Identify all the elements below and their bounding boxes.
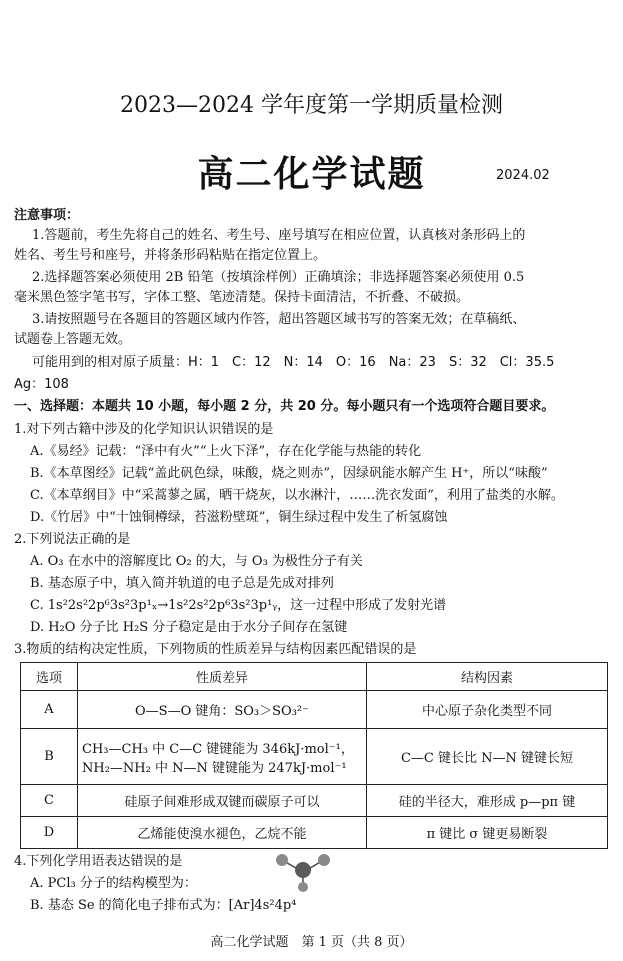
q2-option-c: C. 1s²2s²2p⁶3s²3p¹ₓ→1s²2s²2p⁶3s²3p¹ᵧ，这一过程中形成了发射光谱 [30,598,447,613]
note-line-1: 1.答题前，考生先将自己的姓名、考生号、座号填写在相应位置，认真核对条形码上的 [32,228,526,243]
atomic-mass-line-2: Ag：108 [14,377,69,392]
subject-title: 高二化学试题 [197,153,426,195]
table-row [21,817,608,849]
q3-row-d-property: 乙烯能使溴水褪色，乙烷不能 [78,817,367,849]
q3-table-header-row [21,663,608,691]
q3-header-option: 选项 [21,663,78,691]
q3-row-b-property-line-2: NH₂—NH₂ 中 N—N 键键能为 247kJ·mol⁻¹ [82,760,347,776]
q3-header-factor: 结构因素 [367,663,608,691]
note-line-6: 试题卷上答题无效。 [14,332,132,347]
q3-table [20,662,608,849]
exam-title: 2023—2024 学年度第一学期质量检测 [120,93,503,118]
q2-option-a: A. O₃ 在水中的溶解度比 O₂ 的大，与 O₃ 为极性分子有关 [30,554,363,569]
section-1-heading: 一、选择题：本题共 10 小题，每小题 2 分，共 20 分。每小题只有一个选项符合题目要求。 [14,399,555,414]
q1-option-d: D.《竹居》中“十蚀铜樽绿，苔滋粉壁斑”，铜生绿过程中发生了析氢腐蚀 [30,510,448,525]
q3-row-a-option: A [21,691,78,729]
q4-stem: 4.下列化学用语表达错误的是 [14,854,183,869]
note-line-5: 3.请按照题号在各题目的答题区域内作答，超出答题区域书写的答案无效；在草稿纸、 [32,312,526,327]
q4-option-b: B. 基态 Se 的简化电子排布式为：[Ar]4s²4p⁴ [30,898,297,913]
q1-option-b: B.《本草图经》记载“盖此矾色绿，味酸，烧之则赤”，因绿矾能水解产生 H⁺，所以“味酸” [30,466,548,481]
note-line-2: 姓名、考生号和座号，并将条形码粘贴在指定位置上。 [14,248,327,263]
table-row [21,785,608,817]
q3-row-b-property-cell [78,729,367,785]
table-row [21,691,608,729]
q3-stem: 3.物质的结构决定性质，下列物质的性质差异与结构因素匹配错误的是 [14,642,417,657]
notes-heading: 注意事项： [14,208,80,223]
page-footer: 高二化学试题 第 1 页（共 8 页） [210,935,413,950]
q4-option-a: A. PCl₃ 分子的结构模型为： [30,876,197,891]
q3-row-d-option: D [21,817,78,849]
q3-row-a-property: O—S—O 键角：SO₃＞SO₃²⁻ [78,691,367,729]
table-row [21,729,608,785]
q3-row-b-property-line-1: CH₃—CH₃ 中 C—C 键键能为 346kJ·mol⁻¹， [82,741,354,757]
q3-row-d-factor: π 键比 σ 键更易断裂 [367,817,608,849]
q3-row-c-option: C [21,785,78,817]
atomic-mass-line-1: 可能用到的相对原子质量：H：1 C：12 N：14 O：16 Na：23 S：32 Cl：35.5 [32,355,555,370]
q3-row-a-factor: 中心原子杂化类型不同 [367,691,608,729]
pcl3-molecule-model-icon [268,852,338,892]
q3-row-b-option: B [21,729,78,785]
note-line-3: 2.选择题答案必须使用 2B 铅笔（按填涂样例）正确填涂；非选择题答案必须使用 0.5 [32,270,525,285]
note-line-4: 毫米黑色签字笔书写，字体工整、笔迹清楚。保持卡面清洁，不折叠、不破损。 [14,290,470,305]
q2-stem: 2.下列说法正确的是 [14,532,131,547]
q3-row-c-factor: 硅的半径大，难形成 p—pπ 键 [367,785,608,817]
q1-option-a: A.《易经》记载：“泽中有火”“上火下泽”，存在化学能与热能的转化 [30,444,422,459]
q3-row-b-factor: C—C 键长比 N—N 键键长短 [367,729,608,785]
q1-option-c: C.《本草纲目》中“采蒿蓼之属，晒干烧灰，以水淋汁，……洗衣发面”，利用了盐类的水解。 [30,488,564,503]
q1-stem: 1.对下列古籍中涉及的化学知识认识错误的是 [14,422,274,437]
q2-option-b: B. 基态原子中，填入简并轨道的电子总是先成对排列 [30,576,334,591]
q3-row-c-property: 硅原子间难形成双键而碳原子可以 [78,785,367,817]
q2-option-d: D. H₂O 分子比 H₂S 分子稳定是由于水分子间存在氢键 [30,620,348,635]
exam-date: 2024.02 [496,168,550,183]
q3-header-property: 性质差异 [78,663,367,691]
